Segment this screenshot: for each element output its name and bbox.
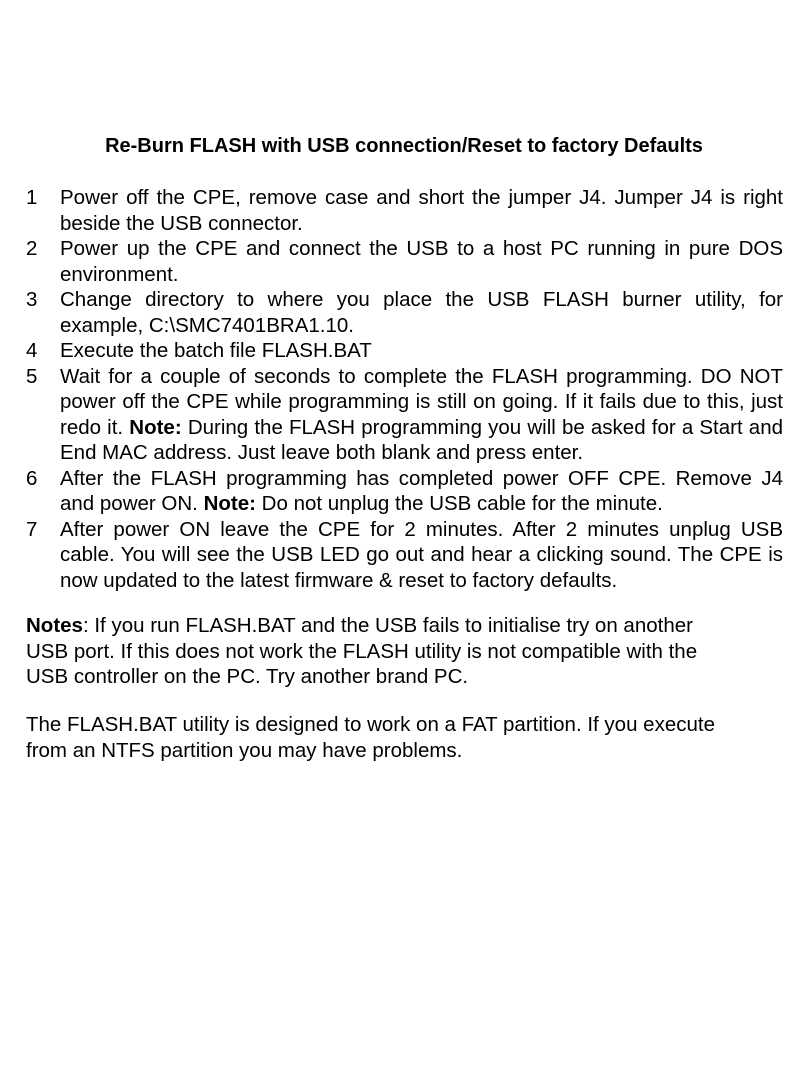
step-text: Execute the batch file FLASH.BAT	[60, 339, 372, 362]
notes-line: USB controller on the PC. Try another brand PC.	[26, 665, 469, 688]
fat-partition-paragraph	[26, 712, 783, 763]
step-number: 1	[26, 186, 38, 209]
notes-text: : If you run FLASH.BAT and the USB fails to initialise try on another	[82, 614, 693, 637]
note-label: Note:	[203, 492, 256, 515]
step-3	[26, 287, 783, 338]
step-number: 2	[26, 237, 38, 260]
notes-paragraph	[26, 613, 783, 690]
step-6	[26, 466, 783, 517]
step-number: 5	[26, 364, 38, 388]
step-number: 3	[26, 288, 38, 311]
step-2	[26, 236, 783, 287]
notes-line	[26, 613, 783, 639]
step-text: During the FLASH programming you will be asked for a Start and End MAC address. Just leave both blank and press enter.	[60, 415, 784, 464]
step-text: After power ON leave the CPE for 2 minutes. After 2 minutes unplug USB cable. You will see the USB LED go out and hear a clicking sound. The CPE is now updated to the latest firmware & reset to factory defaults.	[60, 517, 783, 592]
notes-line: USB port. If this does not work the FLASH utility is not compatible with the	[26, 639, 698, 663]
step-text: Wait for a couple of seconds to complete the FLASH programming. DO NOT power off the CPE while programming is still on going. If it fails due to this, just redo it.	[60, 364, 783, 439]
step-number: 6	[26, 466, 38, 490]
step-number: 4	[26, 339, 38, 362]
step-4	[26, 338, 783, 364]
note-label: Note:	[129, 415, 182, 439]
step-7	[26, 517, 783, 594]
step-text: Change directory to where you place the USB FLASH burner utility, for example, C:\SMC7401BRA1.10.	[60, 288, 783, 337]
document-title: Re-Burn FLASH with USB connection/Reset to factory Defaults	[105, 135, 703, 157]
step-1	[26, 185, 783, 236]
step-text: After the FLASH programming has completed power OFF CPE. Remove J4 and power ON.	[60, 466, 783, 515]
step-text: Power up the CPE and connect the USB to a host PC running in pure DOS environment.	[60, 237, 783, 286]
step-5	[26, 364, 783, 466]
step-text: Do not unplug the USB cable for the minute.	[255, 492, 663, 515]
notes-label: Notes	[26, 614, 83, 637]
step-number: 7	[26, 517, 38, 541]
step-text: Power off the CPE, remove case and short the jumper J4. Jumper J4 is right beside the USB connector.	[60, 186, 783, 235]
steps-list	[26, 185, 783, 593]
paragraph-line: The FLASH.BAT utility is designed to work on a FAT partition. If you execute	[26, 713, 715, 736]
paragraph-line: from an NTFS partition you may have problems.	[26, 738, 463, 762]
